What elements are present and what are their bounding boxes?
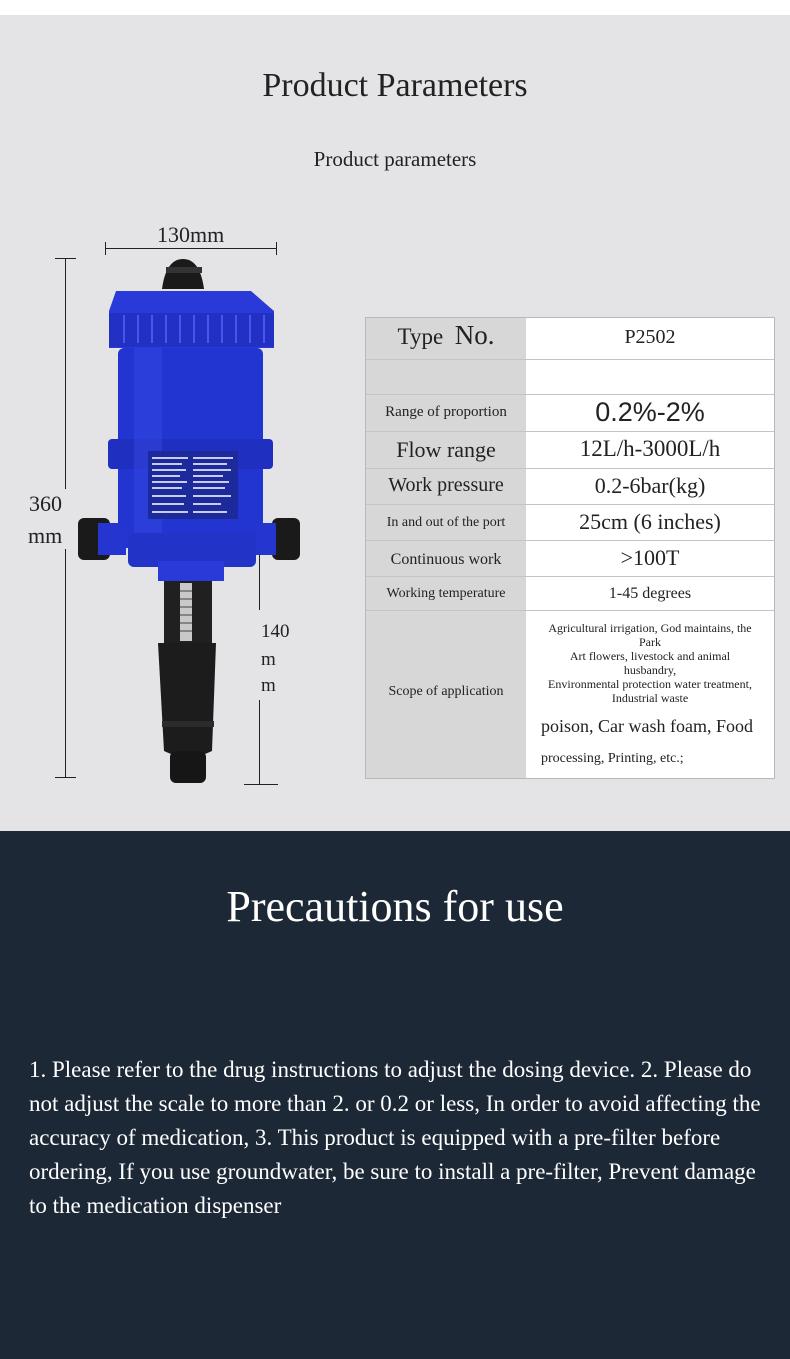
lower-label-m1: m (261, 649, 276, 670)
table-row (366, 395, 774, 431)
scope-line: husbandry, (623, 663, 677, 677)
table-row-type (366, 318, 774, 359)
precautions-title: Precautions for use (226, 882, 564, 931)
type-label (366, 320, 526, 351)
height-tick-bottom (55, 777, 76, 778)
height-label-number: 360 (29, 491, 62, 516)
product-parameters-section (0, 15, 790, 831)
width-dimension-line (105, 248, 277, 249)
row-value: 1-45 degrees (608, 585, 692, 602)
table-row (366, 577, 774, 610)
scope-line: Park (639, 635, 661, 649)
scope-line: Industrial waste (611, 691, 689, 705)
row-value: 12L/h-3000L/h (579, 436, 721, 461)
precautions-section (0, 831, 790, 1359)
table-row-scope (366, 611, 774, 778)
row-label: In and out of the port (386, 515, 506, 530)
table-row (366, 541, 774, 576)
scope-line: Environmental protection water treatment, (548, 677, 752, 691)
row-value: 25cm (6 inches) (579, 509, 721, 534)
row-divider (366, 359, 774, 360)
type-label-no: No. (454, 320, 495, 350)
row-label: Flow range (396, 437, 496, 462)
width-dimension-label: 130mm (157, 222, 225, 247)
lower-label-m2: m (261, 675, 276, 696)
scope-text-small: processing, Printing, etc.; (541, 751, 684, 766)
lower-label-number: 140 (261, 621, 290, 642)
type-value: P2502 (624, 326, 676, 348)
row-value: 0.2%-2% (595, 397, 705, 427)
scope-text-block (526, 621, 774, 705)
scope-label: Scope of application (388, 684, 504, 699)
row-label: Continuous work (390, 551, 502, 568)
row-label: Work pressure (388, 474, 504, 496)
section-title: Product Parameters (262, 67, 528, 104)
table-row (366, 505, 774, 540)
table-row (366, 432, 774, 468)
row-value: >100T (620, 545, 680, 570)
row-value: 0.2-6bar(kg) (594, 473, 706, 498)
row-label: Range of proportion (385, 404, 507, 420)
dosing-pump-image (76, 251, 306, 786)
section-subtitle: Product parameters (313, 147, 477, 171)
parameters-table (365, 317, 775, 779)
scope-line: Art flowers, livestock and animal (569, 649, 731, 663)
precautions-body: 1. Please refer to the drug instructions to adjust the dosing device. 2. Please do not adjust the scale to more than 2. or 0.2 or less, In order to avoid affecting the accuracy of medication, 3. This product is equipped with a pre-filter before ordering, If you use groundwater, be sure to install a pre-filter, Prevent damage to the medication dispenser (29, 1057, 761, 1218)
row-label: Working temperature (386, 586, 506, 601)
table-row (366, 469, 774, 504)
top-strip (0, 0, 790, 15)
scope-line: Agricultural irrigation, God maintains, the (548, 621, 752, 635)
height-label-unit: mm (28, 523, 63, 548)
scope-text-large: poison, Car wash foam, Food (541, 716, 753, 736)
type-label-text: Type (397, 324, 444, 349)
